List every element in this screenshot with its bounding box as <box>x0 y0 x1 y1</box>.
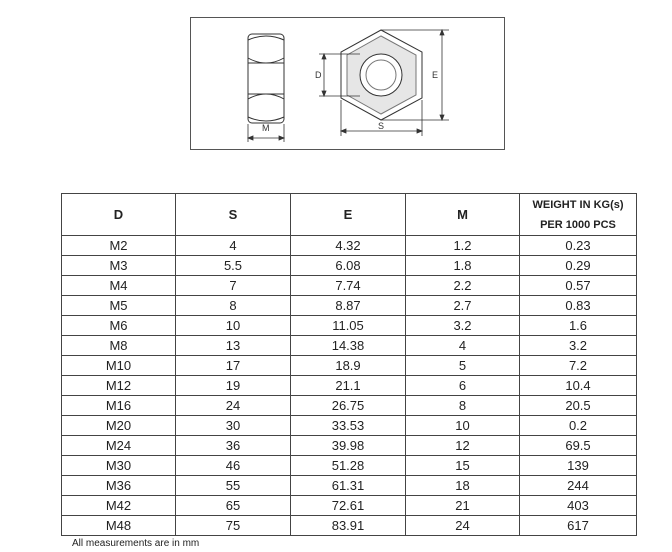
table-row <box>62 456 637 476</box>
cell-e: 39.98 <box>291 436 406 456</box>
cell-e: 6.08 <box>291 256 406 276</box>
hex-nut-spec-table <box>61 193 637 536</box>
cell-e: 33.53 <box>291 416 406 436</box>
cell-d: M6 <box>62 316 176 336</box>
cell-m: 24 <box>406 516 520 536</box>
cell-s: 8 <box>176 296 291 316</box>
nut-front-view <box>341 30 422 120</box>
header-d: D <box>62 194 176 236</box>
cell-d: M48 <box>62 516 176 536</box>
cell-weight: 10.4 <box>520 376 637 396</box>
table-row <box>62 396 637 416</box>
cell-s: 17 <box>176 356 291 376</box>
cell-s: 30 <box>176 416 291 436</box>
table-row <box>62 376 637 396</box>
cell-s: 46 <box>176 456 291 476</box>
header-weight-line1: WEIGHT IN KG(s) <box>532 198 624 211</box>
cell-s: 55 <box>176 476 291 496</box>
cell-m: 12 <box>406 436 520 456</box>
label-d: D <box>315 70 322 80</box>
table-row <box>62 276 637 296</box>
cell-s: 36 <box>176 436 291 456</box>
cell-m: 18 <box>406 476 520 496</box>
cell-d: M5 <box>62 296 176 316</box>
cell-e: 14.38 <box>291 336 406 356</box>
label-s: S <box>378 121 385 131</box>
cell-weight: 1.6 <box>520 316 637 336</box>
cell-e: 61.31 <box>291 476 406 496</box>
cell-m: 4 <box>406 336 520 356</box>
cell-e: 83.91 <box>291 516 406 536</box>
cell-weight: 0.23 <box>520 236 637 256</box>
cell-s: 4 <box>176 236 291 256</box>
hex-nut-drawing <box>191 18 506 151</box>
table-row <box>62 356 637 376</box>
cell-s: 13 <box>176 336 291 356</box>
cell-m: 1.8 <box>406 256 520 276</box>
cell-e: 11.05 <box>291 316 406 336</box>
cell-d: M30 <box>62 456 176 476</box>
cell-m: 2.2 <box>406 276 520 296</box>
cell-d: M42 <box>62 496 176 516</box>
header-e: E <box>291 194 406 236</box>
cell-d: M16 <box>62 396 176 416</box>
footnote: All measurements are in mm <box>72 538 200 549</box>
cell-weight: 7.2 <box>520 356 637 376</box>
cell-m: 1.2 <box>406 236 520 256</box>
table-row <box>62 296 637 316</box>
cell-e: 7.74 <box>291 276 406 296</box>
hex-nut-diagram <box>190 17 505 150</box>
cell-e: 26.75 <box>291 396 406 416</box>
header-weight-line2: PER 1000 PCS <box>540 218 616 231</box>
cell-s: 10 <box>176 316 291 336</box>
cell-m: 3.2 <box>406 316 520 336</box>
header-s: S <box>176 194 291 236</box>
table-row <box>62 316 637 336</box>
cell-weight: 0.2 <box>520 416 637 436</box>
cell-e: 51.28 <box>291 456 406 476</box>
cell-e: 4.32 <box>291 236 406 256</box>
cell-weight: 139 <box>520 456 637 476</box>
table-header-row <box>62 194 637 236</box>
cell-weight: 0.83 <box>520 296 637 316</box>
cell-s: 19 <box>176 376 291 396</box>
cell-weight: 0.29 <box>520 256 637 276</box>
cell-e: 72.61 <box>291 496 406 516</box>
table-row <box>62 516 637 536</box>
cell-e: 8.87 <box>291 296 406 316</box>
cell-m: 21 <box>406 496 520 516</box>
table-body <box>62 236 637 536</box>
cell-s: 65 <box>176 496 291 516</box>
cell-m: 6 <box>406 376 520 396</box>
cell-d: M20 <box>62 416 176 436</box>
cell-m: 15 <box>406 456 520 476</box>
header-weight <box>520 194 637 236</box>
cell-weight: 20.5 <box>520 396 637 416</box>
table-row <box>62 496 637 516</box>
cell-d: M12 <box>62 376 176 396</box>
cell-e: 18.9 <box>291 356 406 376</box>
cell-weight: 0.57 <box>520 276 637 296</box>
table-row <box>62 236 637 256</box>
cell-d: M24 <box>62 436 176 456</box>
cell-d: M8 <box>62 336 176 356</box>
cell-s: 24 <box>176 396 291 416</box>
cell-s: 75 <box>176 516 291 536</box>
cell-d: M2 <box>62 236 176 256</box>
cell-m: 8 <box>406 396 520 416</box>
label-e: E <box>432 70 439 80</box>
table-row <box>62 336 637 356</box>
header-m: M <box>406 194 520 236</box>
cell-m: 2.7 <box>406 296 520 316</box>
cell-weight: 244 <box>520 476 637 496</box>
cell-weight: 403 <box>520 496 637 516</box>
cell-d: M36 <box>62 476 176 496</box>
cell-s: 5.5 <box>176 256 291 276</box>
table-row <box>62 416 637 436</box>
nut-side-view <box>248 34 284 123</box>
cell-d: M3 <box>62 256 176 276</box>
label-m: M <box>262 123 270 133</box>
cell-weight: 3.2 <box>520 336 637 356</box>
cell-e: 21.1 <box>291 376 406 396</box>
cell-weight: 617 <box>520 516 637 536</box>
cell-m: 5 <box>406 356 520 376</box>
table-row <box>62 476 637 496</box>
cell-d: M10 <box>62 356 176 376</box>
table-row <box>62 256 637 276</box>
cell-s: 7 <box>176 276 291 296</box>
cell-d: M4 <box>62 276 176 296</box>
table-row <box>62 436 637 456</box>
cell-m: 10 <box>406 416 520 436</box>
cell-weight: 69.5 <box>520 436 637 456</box>
